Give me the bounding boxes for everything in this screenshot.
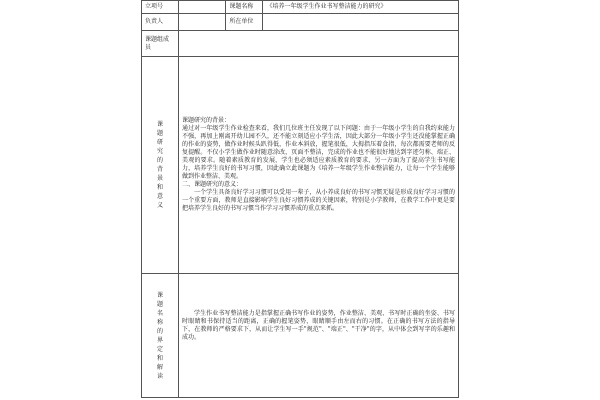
members-value [179, 31, 459, 57]
significance-paragraph: 一个学生具备良好学习习惯可以受用一辈子，从小养成良好的书写习惯无疑是形成良好学习习惯的一个重要方面，教师是直接影响学生良好习惯养成的关键因素，特别是小学教师，在教学工作中更是要把培养学生良好的书写习惯当作学习习惯养成的重点来抓。 [182, 189, 455, 212]
project-id-value [179, 1, 226, 14]
definition-label-text: 课题名称的界定和解读 [157, 291, 164, 380]
background-paragraph: 通过对一年级学生作业检查来看，我们几位班主任发现了以下问题：由于一年级小学生的自我约束能力不强，再加上刚离开幼儿园不久，还不能立刻适应小学生活，因此大部分一年级小学生还没能掌握正确的作业的姿势，做作业时候头趴得低，作业本斜放，握笔很低，大拇指压着食指，每次都需要老师的反复提醒。不仅小学生做作业时随意涂改，页面不整洁，完成的作业也不能很好地达到字迹匀称、端正、美观的要求。随着素质教育的发展，学生也必须适应素质教育的要求，另一方面为了提高学生书写能力，培养学生良好的书写习惯，因此确立此课题为《培养一年级学生作业整洁能力，让每一个学生能够做到作业整洁、美观。 [182, 125, 455, 180]
members-label [142, 31, 179, 57]
project-title-value: 《培养一年级学生作业书写整洁能力的研究》 [263, 1, 459, 14]
row-members [142, 31, 459, 57]
definition-label [142, 274, 179, 398]
unit-label: 所在单位 [226, 14, 263, 31]
members-label-text: 课题组成员 [145, 35, 170, 51]
definition-paragraph: 学生作业书写整洁能力是指掌握正确书写作业的姿势，作业整洁、美观、书写时正确的坐姿、书写时眼睛和书保持适当的距离，正确的握笔姿势，眼睛顺手由左而右的习惯。在正确的书写方法的指导下，在教师的严格要求下，从而让学生写一手"规范"、"端正"、"干净"的字，从中体会到写字的乐趣和成功。 [182, 310, 455, 341]
background-label [142, 57, 179, 274]
background-label-text: 课题研究的背景和意义 [157, 121, 164, 209]
row-definition [142, 274, 459, 398]
definition-content [179, 274, 459, 398]
unit-value [263, 14, 459, 31]
background-content [179, 57, 459, 274]
row-project [142, 1, 459, 14]
row-background [142, 57, 459, 274]
row-lead [142, 14, 459, 31]
research-form-table [141, 0, 459, 398]
background-heading: 课题研究的背景： [182, 117, 231, 124]
significance-heading: 二、课题研究的意义： [182, 181, 243, 188]
lead-value [179, 14, 226, 31]
project-id-label: 立项号 [142, 1, 179, 14]
project-title-label: 课题名称 [226, 1, 263, 14]
lead-label: 负责人 [142, 14, 179, 31]
